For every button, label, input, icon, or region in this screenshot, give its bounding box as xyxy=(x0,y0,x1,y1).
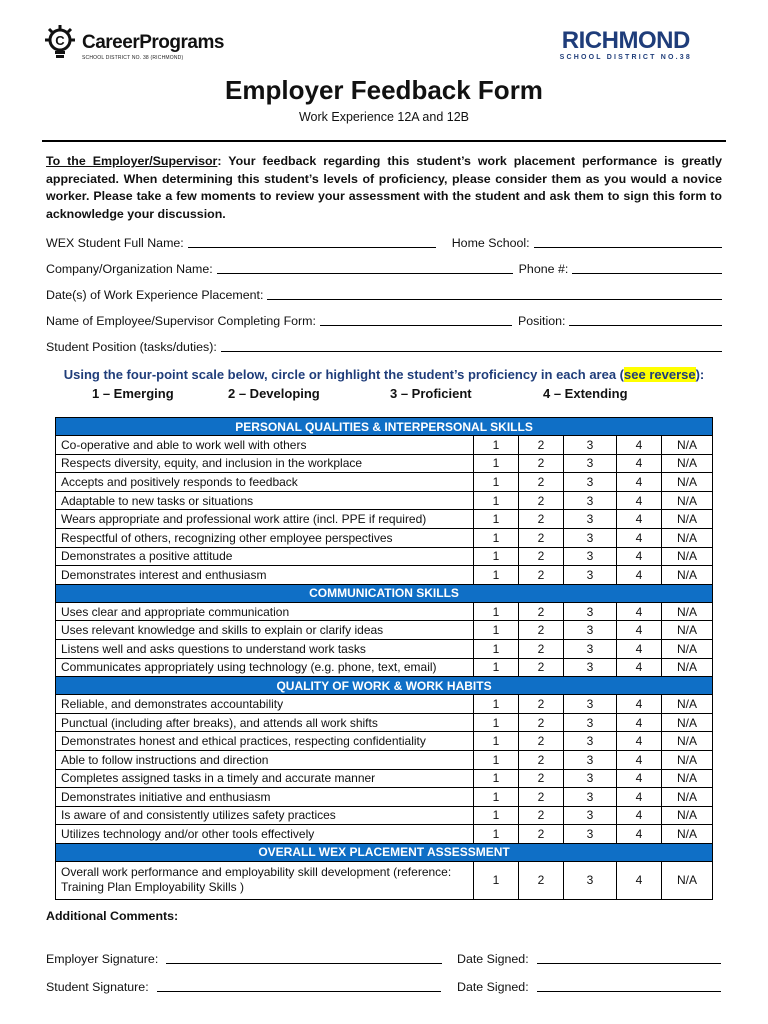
rating-option-na[interactable]: N/A xyxy=(662,788,713,807)
employer-signature-label: Employer Signature: xyxy=(46,952,159,966)
rating-option-1[interactable]: 1 xyxy=(474,713,519,732)
brand-subtitle: SCHOOL DISTRICT NO. 38 (RICHMOND) xyxy=(82,55,184,61)
criterion-label: Reliable, and demonstrates accountability xyxy=(56,695,474,714)
phone-field[interactable] xyxy=(572,262,722,274)
rating-option-2[interactable]: 2 xyxy=(519,713,564,732)
rating-option-na[interactable]: N/A xyxy=(662,825,713,844)
rating-option-na[interactable]: N/A xyxy=(662,491,713,510)
rating-option-4[interactable]: 4 xyxy=(617,750,662,769)
rating-option-2[interactable]: 2 xyxy=(519,861,564,899)
rating-option-4[interactable]: 4 xyxy=(617,528,662,547)
district-subtitle: SCHOOL DISTRICT NO.38 xyxy=(559,54,692,61)
rating-option-3[interactable]: 3 xyxy=(564,788,617,807)
rating-option-na[interactable]: N/A xyxy=(662,621,713,640)
page-subtitle: Work Experience 12A and 12B xyxy=(298,110,469,124)
lightbulb-gear-icon xyxy=(44,24,80,64)
rating-option-1[interactable]: 1 xyxy=(474,473,519,492)
student-date-label: Date Signed: xyxy=(457,980,529,994)
rating-option-4[interactable]: 4 xyxy=(617,621,662,640)
rating-option-2[interactable]: 2 xyxy=(519,732,564,751)
criterion-label: Punctual (including after breaks), and attends all work shifts xyxy=(56,713,474,732)
student-name-row xyxy=(46,236,722,250)
criterion-row xyxy=(56,861,713,899)
rating-option-na[interactable]: N/A xyxy=(662,528,713,547)
criterion-label: Listens well and asks questions to understand work tasks xyxy=(56,639,474,658)
rating-option-2[interactable]: 2 xyxy=(519,750,564,769)
rating-option-2[interactable]: 2 xyxy=(519,639,564,658)
rating-option-1[interactable]: 1 xyxy=(474,510,519,529)
rating-option-na[interactable]: N/A xyxy=(662,806,713,825)
rating-option-4[interactable]: 4 xyxy=(617,825,662,844)
criterion-label: Respects diversity, equity, and inclusion in the workplace xyxy=(56,454,474,473)
rating-option-3[interactable]: 3 xyxy=(564,750,617,769)
rating-option-4[interactable]: 4 xyxy=(617,473,662,492)
rating-option-2[interactable]: 2 xyxy=(519,825,564,844)
page-title: Employer Feedback Form xyxy=(225,75,543,105)
rating-option-1[interactable]: 1 xyxy=(474,528,519,547)
rating-option-4[interactable]: 4 xyxy=(617,732,662,751)
section-header-row xyxy=(56,584,713,602)
criterion-label: Demonstrates a positive attitude xyxy=(56,547,474,566)
section-header-row xyxy=(56,677,713,695)
rating-option-2[interactable]: 2 xyxy=(519,788,564,807)
rating-option-4[interactable]: 4 xyxy=(617,547,662,566)
criterion-row xyxy=(56,547,713,566)
rating-option-4[interactable]: 4 xyxy=(617,491,662,510)
criterion-label: Is aware of and consistently utilizes safety practices xyxy=(56,806,474,825)
rating-option-na[interactable]: N/A xyxy=(662,436,713,455)
home-school-label: Home School: xyxy=(451,236,530,250)
criterion-label: Co-operative and able to work well with others xyxy=(56,436,474,455)
rating-option-na[interactable]: N/A xyxy=(662,639,713,658)
rating-option-3[interactable]: 3 xyxy=(564,566,617,585)
rating-option-1[interactable]: 1 xyxy=(474,658,519,677)
rating-option-2[interactable]: 2 xyxy=(519,566,564,585)
scale-instruction-post: ): xyxy=(695,367,705,382)
rating-option-3[interactable]: 3 xyxy=(564,510,617,529)
phone-label: Phone #: xyxy=(518,262,569,276)
svg-text:C: C xyxy=(55,33,65,48)
employer-signature-group xyxy=(46,952,442,966)
rating-option-4[interactable]: 4 xyxy=(617,806,662,825)
rating-option-na[interactable]: N/A xyxy=(662,769,713,788)
rating-option-4[interactable]: 4 xyxy=(617,454,662,473)
scale-level-2: 2 – Developing xyxy=(228,386,320,401)
district-name: RICHMOND xyxy=(561,27,690,54)
criterion-row xyxy=(56,454,713,473)
criterion-row xyxy=(56,750,713,769)
rating-option-4[interactable]: 4 xyxy=(617,695,662,714)
rating-option-4[interactable]: 4 xyxy=(617,510,662,529)
rating-option-3[interactable]: 3 xyxy=(564,769,617,788)
rating-option-2[interactable]: 2 xyxy=(519,621,564,640)
rating-option-na[interactable]: N/A xyxy=(662,547,713,566)
rating-option-1[interactable]: 1 xyxy=(474,436,519,455)
section-header-row xyxy=(56,418,713,436)
criterion-row xyxy=(56,510,713,529)
rating-option-3[interactable]: 3 xyxy=(564,825,617,844)
rating-option-3[interactable]: 3 xyxy=(564,454,617,473)
rating-option-3[interactable]: 3 xyxy=(564,713,617,732)
dates-field[interactable] xyxy=(267,288,722,300)
criterion-label: Utilizes technology and/or other tools effectively xyxy=(56,825,474,844)
section-title: QUALITY OF WORK & WORK HABITS xyxy=(56,677,713,695)
criterion-label: Able to follow instructions and direction xyxy=(56,750,474,769)
intro-paragraph xyxy=(46,153,722,223)
criterion-label: Adaptable to new tasks or situations xyxy=(56,491,474,510)
supervisor-field[interactable] xyxy=(320,314,512,326)
rating-option-4[interactable]: 4 xyxy=(617,436,662,455)
rating-option-na[interactable]: N/A xyxy=(662,732,713,751)
rating-option-3[interactable]: 3 xyxy=(564,473,617,492)
criterion-label: Accepts and positively responds to feedback xyxy=(56,473,474,492)
supervisor-row xyxy=(46,314,722,328)
rating-option-1[interactable]: 1 xyxy=(474,695,519,714)
rating-option-3[interactable]: 3 xyxy=(564,436,617,455)
rating-option-1[interactable]: 1 xyxy=(474,547,519,566)
rating-option-1[interactable]: 1 xyxy=(474,621,519,640)
rating-option-na[interactable]: N/A xyxy=(662,566,713,585)
rating-option-3[interactable]: 3 xyxy=(564,806,617,825)
rating-option-3[interactable]: 3 xyxy=(564,695,617,714)
employer-signature-field[interactable] xyxy=(166,952,442,964)
criterion-row xyxy=(56,806,713,825)
supervisor-label: Name of Employee/Supervisor Completing Form: xyxy=(46,314,316,328)
rating-option-2[interactable]: 2 xyxy=(519,602,564,621)
criterion-label: Wears appropriate and professional work attire (incl. PPE if required) xyxy=(56,510,474,529)
section-header-row xyxy=(56,843,713,861)
rating-option-na[interactable]: N/A xyxy=(662,510,713,529)
rating-option-3[interactable]: 3 xyxy=(564,658,617,677)
position-label: Position: xyxy=(517,314,566,328)
criterion-label: Demonstrates initiative and enthusiasm xyxy=(56,788,474,807)
employer-date-field[interactable] xyxy=(537,952,721,964)
criterion-label: Demonstrates honest and ethical practices, respecting confidentiality xyxy=(56,732,474,751)
proficiency-table xyxy=(55,417,713,900)
criterion-label: Overall work performance and employability skill development (reference: Training Plan Employability Skills ) xyxy=(56,861,474,899)
rating-option-1[interactable]: 1 xyxy=(474,454,519,473)
rating-option-1[interactable]: 1 xyxy=(474,566,519,585)
dates-label: Date(s) of Work Experience Placement: xyxy=(46,288,264,302)
criterion-row xyxy=(56,473,713,492)
richmond-logo xyxy=(560,28,692,61)
rating-option-3[interactable]: 3 xyxy=(564,861,617,899)
criterion-row xyxy=(56,713,713,732)
page-header xyxy=(0,0,768,80)
home-school-field[interactable] xyxy=(534,236,722,248)
criterion-row xyxy=(56,825,713,844)
rating-option-3[interactable]: 3 xyxy=(564,528,617,547)
rating-option-3[interactable]: 3 xyxy=(564,732,617,751)
rating-option-na[interactable]: N/A xyxy=(662,713,713,732)
rating-option-4[interactable]: 4 xyxy=(617,658,662,677)
scale-level-3: 3 – Proficient xyxy=(390,386,472,401)
rating-option-1[interactable]: 1 xyxy=(474,806,519,825)
rating-option-1[interactable]: 1 xyxy=(474,825,519,844)
rating-option-na[interactable]: N/A xyxy=(662,473,713,492)
scale-instruction-pre: Using the four-point scale below, circle or highlight the student’s proficiency in each area ( xyxy=(63,367,625,382)
rating-option-4[interactable]: 4 xyxy=(617,566,662,585)
criterion-row xyxy=(56,695,713,714)
criterion-row xyxy=(56,491,713,510)
rating-option-4[interactable]: 4 xyxy=(617,861,662,899)
rating-option-4[interactable]: 4 xyxy=(617,602,662,621)
student-date-group xyxy=(457,980,721,994)
rating-option-1[interactable]: 1 xyxy=(474,639,519,658)
rating-option-3[interactable]: 3 xyxy=(564,621,617,640)
criterion-row xyxy=(56,566,713,585)
criterion-row xyxy=(56,769,713,788)
criterion-row xyxy=(56,732,713,751)
criterion-row xyxy=(56,621,713,640)
rating-option-1[interactable]: 1 xyxy=(474,732,519,751)
intro-lead: To the Employer/Supervisor xyxy=(46,154,218,168)
criterion-row xyxy=(56,788,713,807)
rating-option-4[interactable]: 4 xyxy=(617,639,662,658)
rating-option-3[interactable]: 3 xyxy=(564,491,617,510)
rating-option-4[interactable]: 4 xyxy=(617,713,662,732)
company-label: Company/Organization Name: xyxy=(46,262,213,276)
scale-level-1: 1 – Emerging xyxy=(92,386,174,401)
rating-option-2[interactable]: 2 xyxy=(519,473,564,492)
rating-option-1[interactable]: 1 xyxy=(474,491,519,510)
rating-option-4[interactable]: 4 xyxy=(617,788,662,807)
rating-option-na[interactable]: N/A xyxy=(662,695,713,714)
rating-option-2[interactable]: 2 xyxy=(519,806,564,825)
section-title: COMMUNICATION SKILLS xyxy=(56,584,713,602)
scale-level-4: 4 – Extending xyxy=(543,386,628,401)
criterion-label: Respectful of others, recognizing other employee perspectives xyxy=(56,528,474,547)
student-signature-label: Student Signature: xyxy=(46,980,149,994)
student-signature-field[interactable] xyxy=(157,980,441,992)
rating-option-na[interactable]: N/A xyxy=(662,602,713,621)
rating-option-3[interactable]: 3 xyxy=(564,639,617,658)
rating-option-2[interactable]: 2 xyxy=(519,547,564,566)
criterion-label: Communicates appropriately using technology (e.g. phone, text, email) xyxy=(56,658,474,677)
criterion-row xyxy=(56,639,713,658)
criterion-row xyxy=(56,528,713,547)
section-title: OVERALL WEX PLACEMENT ASSESSMENT xyxy=(56,843,713,861)
criterion-label: Uses relevant knowledge and skills to explain or clarify ideas xyxy=(56,621,474,640)
company-row xyxy=(46,262,722,276)
see-reverse-highlight: see reverse xyxy=(624,367,696,382)
rating-option-2[interactable]: 2 xyxy=(519,528,564,547)
brand-name: CareerPrograms xyxy=(82,32,224,53)
rating-option-2[interactable]: 2 xyxy=(519,769,564,788)
criterion-row xyxy=(56,602,713,621)
rating-option-2[interactable]: 2 xyxy=(519,695,564,714)
rating-option-3[interactable]: 3 xyxy=(564,602,617,621)
criterion-row xyxy=(56,658,713,677)
company-field[interactable] xyxy=(217,262,513,274)
rating-option-4[interactable]: 4 xyxy=(617,769,662,788)
additional-comments-label: Additional Comments: xyxy=(46,909,179,923)
rating-option-2[interactable]: 2 xyxy=(519,510,564,529)
rating-option-1[interactable]: 1 xyxy=(474,602,519,621)
rating-option-3[interactable]: 3 xyxy=(564,547,617,566)
rating-option-na[interactable]: N/A xyxy=(662,861,713,899)
rating-option-1[interactable]: 1 xyxy=(474,788,519,807)
career-programs-logo xyxy=(44,24,244,64)
rating-option-2[interactable]: 2 xyxy=(519,658,564,677)
criterion-label: Completes assigned tasks in a timely and accurate manner xyxy=(56,769,474,788)
employer-date-group xyxy=(457,952,721,966)
student-name-field[interactable] xyxy=(188,236,436,248)
position-field[interactable] xyxy=(569,314,722,326)
student-name-label: WEX Student Full Name: xyxy=(46,236,184,250)
student-position-field[interactable] xyxy=(221,340,722,352)
proficiency-table-body xyxy=(56,418,713,900)
rating-option-na[interactable]: N/A xyxy=(662,454,713,473)
rating-option-2[interactable]: 2 xyxy=(519,491,564,510)
student-date-field[interactable] xyxy=(537,980,721,992)
intro-body: : Your feedback regarding this student’s work placement performance is greatly appreciated. When determining this student’s levels of proficiency, please consider them as you would a novice worker. Please take a few moments to review your assessment with the student and ask them to sign this form to acknowledge your discussion. xyxy=(46,154,723,221)
rating-option-2[interactable]: 2 xyxy=(519,454,564,473)
student-position-row xyxy=(46,340,722,354)
criterion-row xyxy=(56,436,713,455)
scale-instruction xyxy=(0,367,768,382)
criterion-label: Demonstrates interest and enthusiasm xyxy=(56,566,474,585)
rating-option-2[interactable]: 2 xyxy=(519,436,564,455)
employer-date-label: Date Signed: xyxy=(457,952,529,966)
criterion-label: Uses clear and appropriate communication xyxy=(56,602,474,621)
rating-option-1[interactable]: 1 xyxy=(474,750,519,769)
dates-row xyxy=(46,288,722,302)
section-title: PERSONAL QUALITIES & INTERPERSONAL SKILLS xyxy=(56,418,713,436)
rating-option-na[interactable]: N/A xyxy=(662,750,713,769)
student-position-label: Student Position (tasks/duties): xyxy=(46,340,217,354)
rating-option-na[interactable]: N/A xyxy=(662,658,713,677)
student-signature-group xyxy=(46,980,441,994)
rating-option-1[interactable]: 1 xyxy=(474,769,519,788)
header-divider xyxy=(42,140,726,142)
rating-option-1[interactable]: 1 xyxy=(474,861,519,899)
